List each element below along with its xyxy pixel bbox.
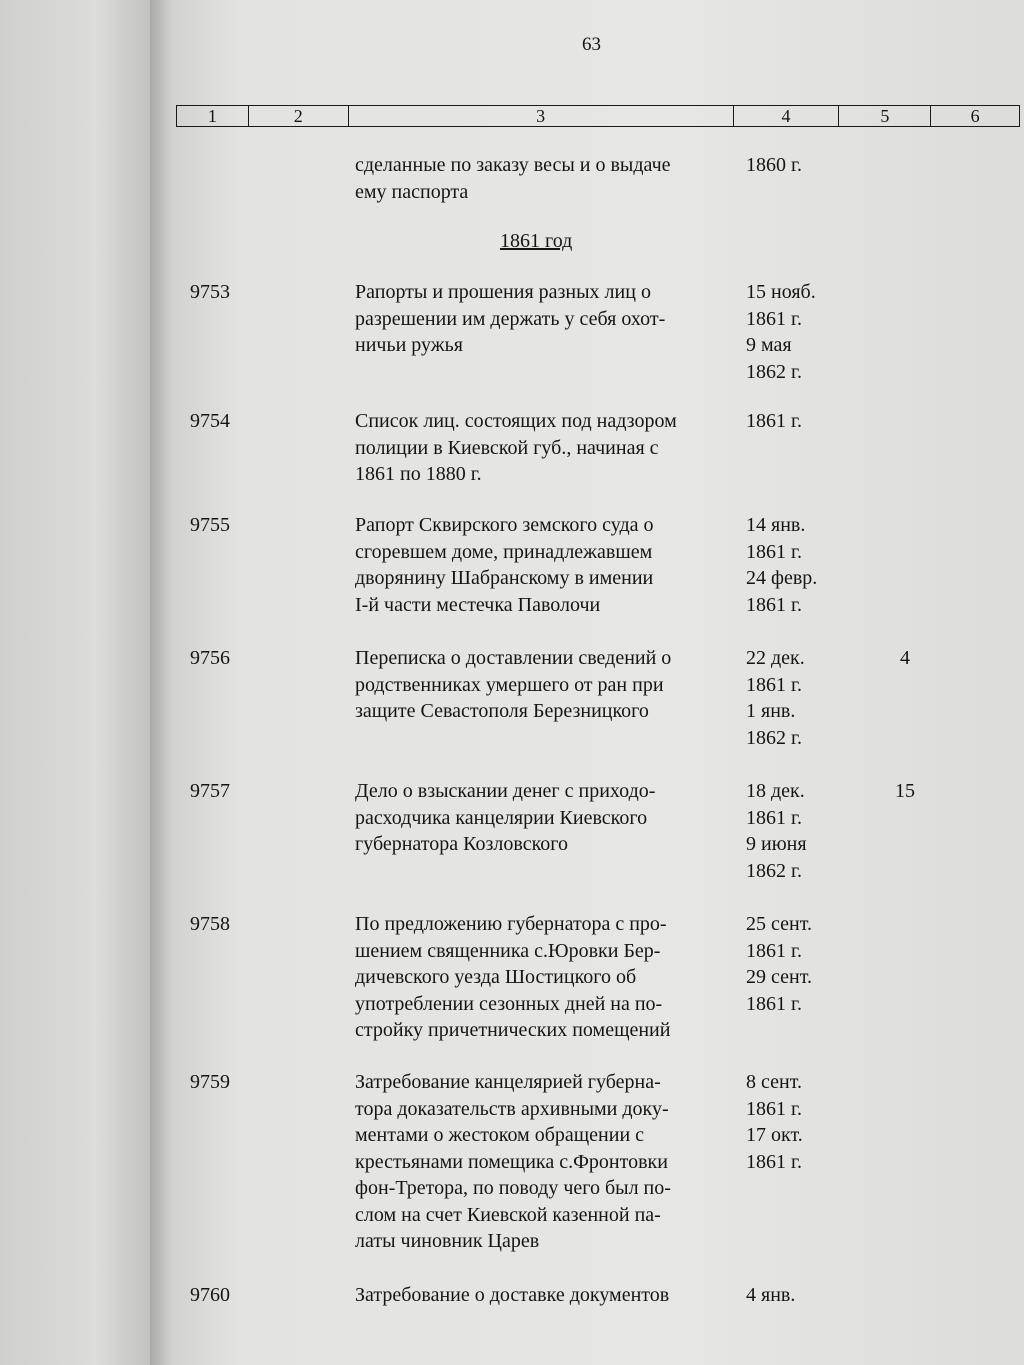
entry-sheet-count: 15 bbox=[895, 780, 915, 802]
column-header-1: 1 bbox=[177, 106, 249, 126]
description-line: латы чиновник Царев bbox=[355, 1230, 540, 1252]
entry-number: 9754 bbox=[190, 410, 230, 432]
description-line: Переписка о доставлении сведений о bbox=[355, 647, 672, 669]
column-header-3: 3 bbox=[349, 106, 734, 126]
description-line: фон-Третора, по поводу чего был по- bbox=[355, 1177, 671, 1199]
date-line: 1861 г. bbox=[746, 307, 802, 330]
entry-description bbox=[355, 645, 735, 725]
description-line: разрешении им держать у себя охот- bbox=[355, 307, 666, 330]
description-line: расходчика канцелярии Киевского bbox=[355, 806, 648, 829]
date-line: 1861 г. bbox=[746, 939, 802, 962]
date-line: 8 сент. bbox=[746, 1071, 802, 1093]
description-line: Затребование канцелярией губерна- bbox=[355, 1071, 661, 1093]
description-line: стройку причетнических помещений bbox=[355, 1019, 671, 1041]
year-heading: 1861 год bbox=[500, 230, 573, 252]
description-line: защите Севастополя Березницкого bbox=[355, 700, 649, 722]
description-line: дичевского уезда Шостицкого об bbox=[355, 966, 637, 988]
date-line: 9 мая bbox=[746, 334, 792, 356]
description-line: I-й части местечка Паволочи bbox=[355, 593, 601, 616]
entry-dates bbox=[746, 1069, 846, 1175]
column-header-2: 2 bbox=[249, 106, 349, 126]
description-line: Рапорты и прошения разных лиц о bbox=[355, 281, 651, 303]
description-line: Рапорт Сквирского земского суда о bbox=[355, 514, 654, 536]
entry-number: 9756 bbox=[190, 647, 230, 669]
entry-number: 9757 bbox=[190, 780, 230, 802]
entry-description bbox=[355, 778, 735, 858]
description-line: Затребование о доставке документов bbox=[355, 1284, 670, 1306]
column-header-5: 5 bbox=[839, 106, 931, 126]
description-line: сделанные по заказу весы и о выдаче bbox=[355, 154, 671, 176]
entry-description bbox=[355, 911, 735, 1044]
entry-description bbox=[355, 279, 735, 359]
date-line: 1860 г. bbox=[746, 154, 802, 176]
date-line: 1862 г. bbox=[746, 726, 802, 749]
date-line: 22 дек. bbox=[746, 647, 805, 669]
date-line: 1861 г. bbox=[746, 410, 802, 432]
date-line: 1862 г. bbox=[746, 360, 802, 383]
date-line: 1 янв. bbox=[746, 700, 796, 722]
column-header-6: 6 bbox=[970, 106, 980, 126]
description-line: слом на счет Киевской казенной па- bbox=[355, 1203, 661, 1226]
date-line: 4 янв. bbox=[746, 1284, 796, 1306]
entry-dates bbox=[746, 408, 846, 435]
description-line: По предложению губернатора с про- bbox=[355, 913, 667, 935]
description-line: крестьянами помещика с.Фронтовки bbox=[355, 1150, 668, 1173]
entry-number: 9753 bbox=[190, 281, 230, 303]
entry-dates bbox=[746, 1282, 846, 1309]
date-line: 17 окт. bbox=[746, 1124, 803, 1146]
date-line: 9 июня bbox=[746, 833, 807, 855]
entry-dates bbox=[746, 152, 846, 179]
date-line: 18 дек. bbox=[746, 780, 805, 802]
entry-number: 9759 bbox=[190, 1071, 230, 1093]
date-line: 1861 г. bbox=[746, 1097, 802, 1120]
entry-description bbox=[355, 408, 735, 488]
description-line: Дело о взыскании денег с приходо- bbox=[355, 780, 656, 802]
date-line: 1861 г. bbox=[746, 806, 802, 829]
entry-sheet-count: 4 bbox=[900, 647, 910, 669]
description-line: шением священника с.Юровки Бер- bbox=[355, 939, 661, 962]
entry-description bbox=[355, 152, 735, 205]
description-line: губернатора Козловского bbox=[355, 833, 568, 855]
date-line: 1861 г. bbox=[746, 540, 802, 563]
date-line: 1861 г. bbox=[746, 1150, 802, 1173]
entry-dates bbox=[746, 512, 846, 618]
entry-dates bbox=[746, 645, 846, 751]
date-line: 1862 г. bbox=[746, 859, 802, 882]
date-line: 1861 г. bbox=[746, 673, 802, 696]
description-line: 1861 по 1880 г. bbox=[355, 463, 482, 485]
entry-number: 9755 bbox=[190, 514, 230, 536]
description-line: тора доказательств архивными доку- bbox=[355, 1097, 669, 1120]
description-line: родственниках умершего от ран при bbox=[355, 673, 664, 696]
description-line: ничьи ружья bbox=[355, 334, 463, 356]
date-line: 1861 г. bbox=[746, 593, 802, 616]
description-line: дворянину Шабранскому в имении bbox=[355, 567, 654, 589]
page-number: 63 bbox=[582, 34, 601, 55]
entry-number: 9760 bbox=[190, 1284, 230, 1306]
entry-dates bbox=[746, 911, 846, 1017]
description-line: Список лиц. состоящих под надзором bbox=[355, 410, 677, 432]
entry-dates bbox=[746, 778, 846, 884]
column-header-4: 4 bbox=[734, 106, 840, 126]
entry-number: 9758 bbox=[190, 913, 230, 935]
entry-description bbox=[355, 1282, 735, 1309]
date-line: 25 сент. bbox=[746, 913, 812, 935]
entry-description bbox=[355, 512, 735, 618]
date-line: 14 янв. bbox=[746, 514, 806, 536]
entry-dates bbox=[746, 279, 846, 385]
description-line: полиции в Киевской губ., начиная с bbox=[355, 436, 659, 459]
date-line: 29 сент. bbox=[746, 966, 812, 988]
date-line: 24 февр. bbox=[746, 567, 818, 589]
date-line: 1861 г. bbox=[746, 992, 802, 1015]
description-line: употреблении сезонных дней на по- bbox=[355, 992, 663, 1015]
description-line: ментами о жестоком обращении с bbox=[355, 1124, 645, 1146]
date-line: 15 нояб. bbox=[746, 281, 816, 303]
description-line: сгоревшем доме, принадлежавшем bbox=[355, 540, 653, 563]
entry-description bbox=[355, 1069, 735, 1255]
description-line: ему паспорта bbox=[355, 180, 469, 203]
